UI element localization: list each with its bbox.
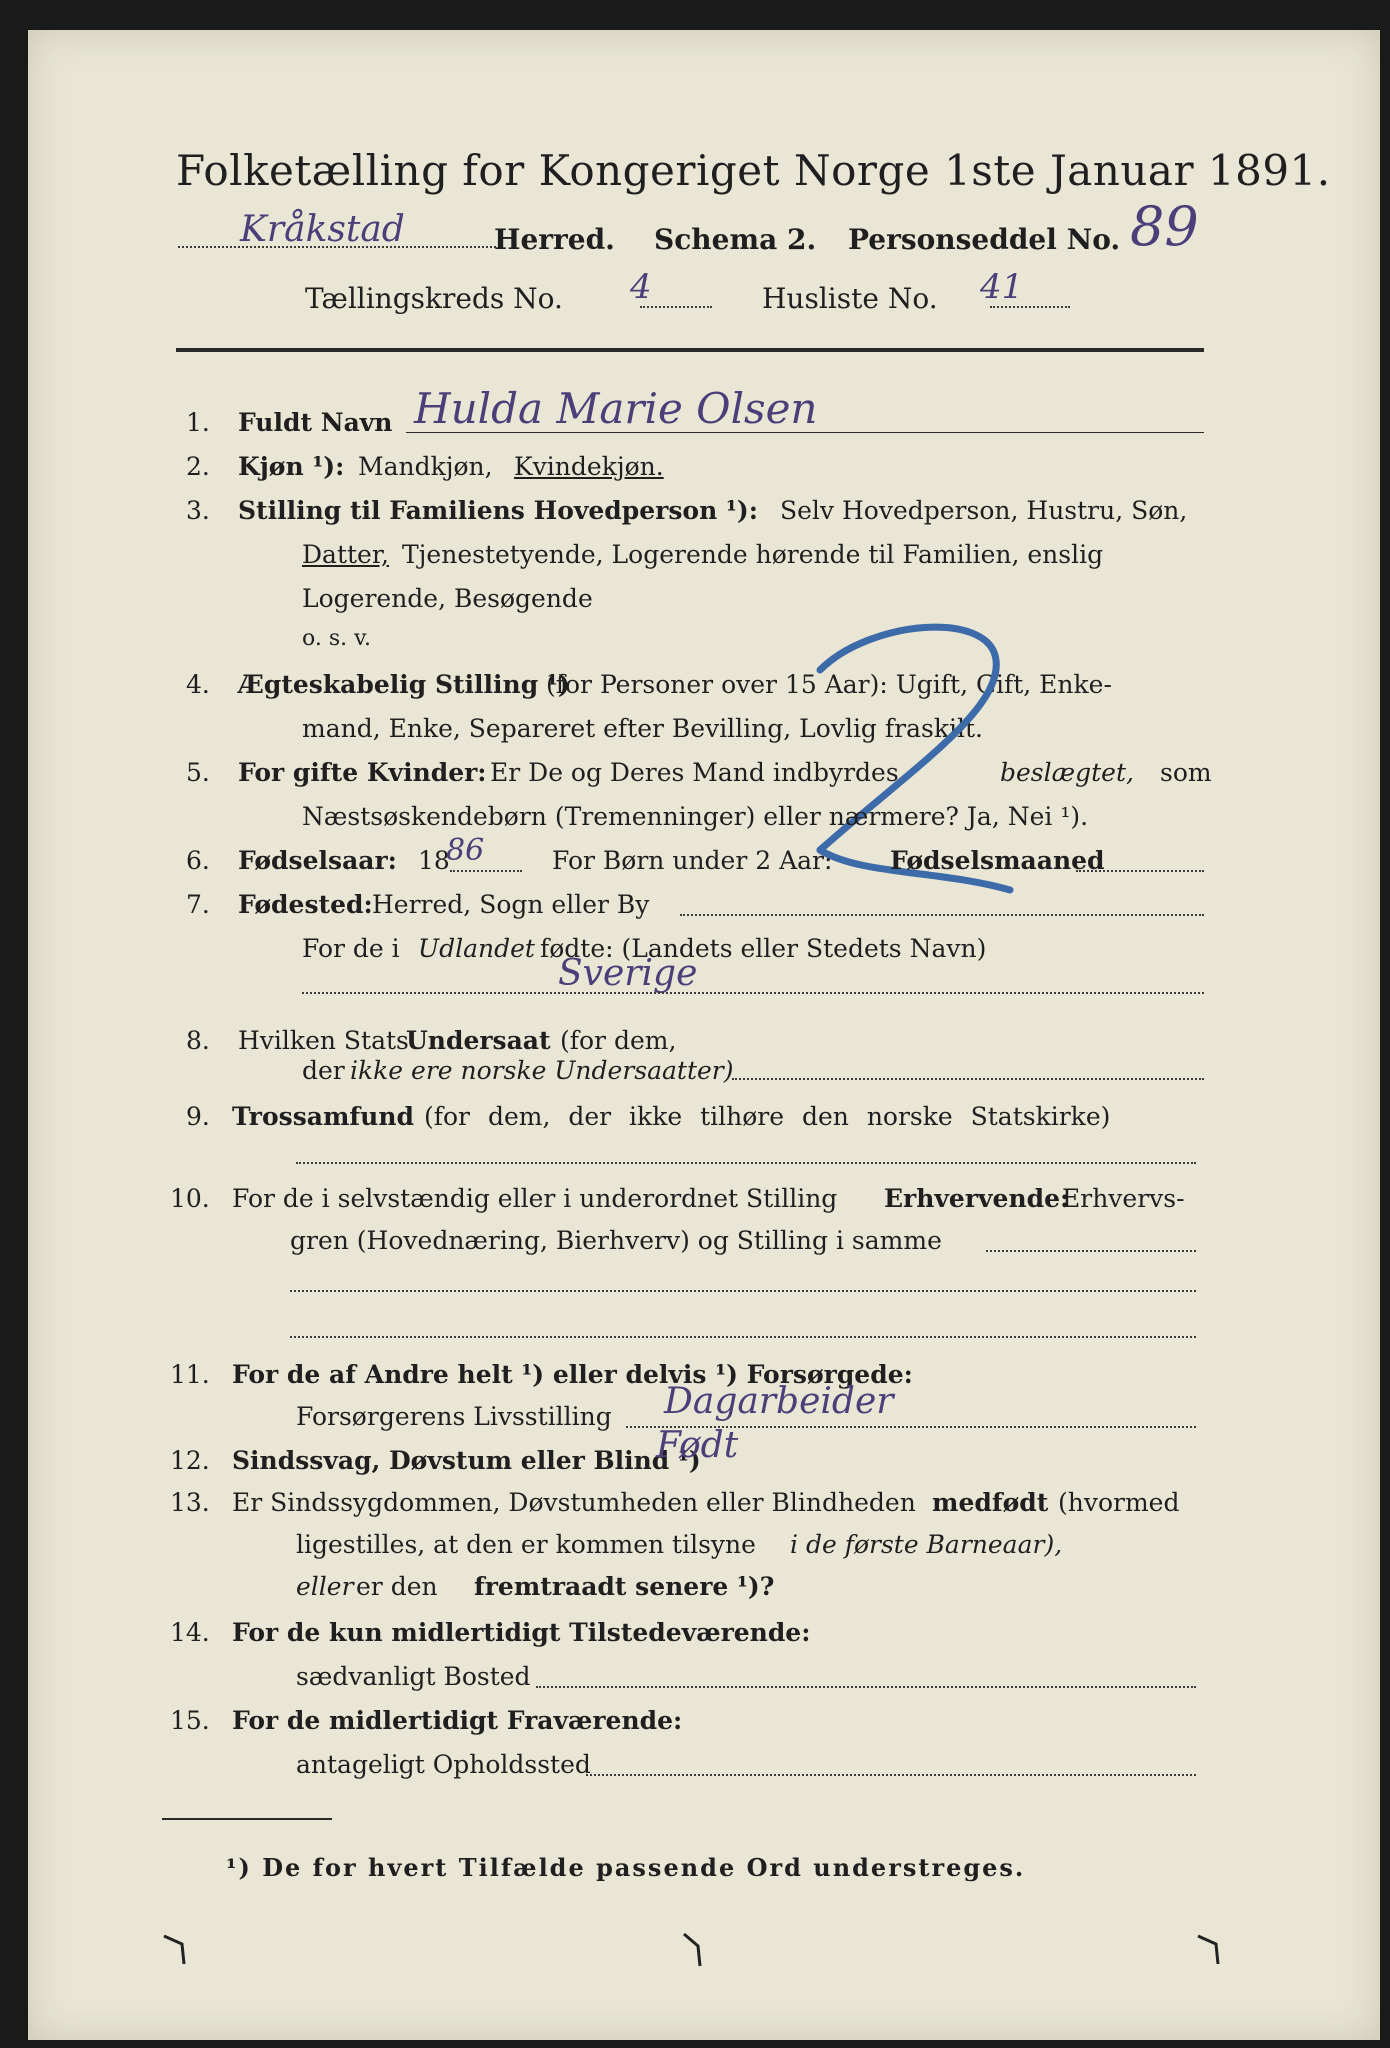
- q5-label: For gifte Kvinder:: [238, 758, 487, 787]
- q15-number: 15.: [170, 1706, 210, 1735]
- q3-line4: o. s. v.: [302, 626, 371, 651]
- q7-line2-b: fødte: (Landets eller Stedets Navn): [540, 934, 987, 963]
- q5-line1-italic: beslægtet,: [1000, 758, 1134, 787]
- footnote: ¹) De for hvert Tilfælde passende Ord understreges.: [226, 1853, 1026, 1882]
- q10-line1-a: For de i selvstændig eller i underordnet Stilling: [232, 1184, 838, 1213]
- q6-label: Fødselsaar:: [238, 846, 397, 875]
- q15-label: For de midlertidigt Fraværende:: [232, 1706, 683, 1735]
- q7-number: 7.: [186, 890, 210, 919]
- q9-label: Trossamfund: [232, 1102, 415, 1131]
- q3-line3: Logerende, Besøgende: [302, 584, 593, 613]
- q8-number: 8.: [186, 1026, 210, 1055]
- q6-year-dots: [450, 870, 522, 872]
- q1-line: [406, 432, 1204, 433]
- q8-label-a: Hvilken Stats: [238, 1026, 409, 1055]
- census-form-sheet: [28, 30, 1380, 2040]
- q10-dots-a: [290, 1290, 1196, 1292]
- q7-line2-a: For de i: [302, 934, 400, 963]
- q8-line2-dots: [732, 1078, 1204, 1080]
- q6-label-b: For Børn under 2 Aar:: [552, 846, 833, 875]
- q11-number: 11.: [170, 1360, 210, 1389]
- q6-number: 6.: [186, 846, 210, 875]
- personseddel-number: 89: [1130, 195, 1199, 258]
- taellingskreds-number: 4: [630, 267, 652, 307]
- q9-value-dots: [296, 1162, 1196, 1164]
- q7-value-dots: [302, 992, 1204, 994]
- q14-line2: sædvanligt Bosted: [296, 1662, 531, 1691]
- q10-line1-b: Erhvervende:: [884, 1184, 1070, 1213]
- q4-label: Ægteskabelig Stilling ¹): [238, 670, 570, 699]
- q1-label: Fuldt Navn: [238, 408, 393, 437]
- q11-label: For de af Andre helt ¹) eller delvis ¹) Forsørgede:: [232, 1360, 913, 1389]
- q11-provider-occupation: Dagarbeider: [664, 1381, 894, 1422]
- q1-number: 1.: [186, 408, 210, 437]
- q8-label-c: (for dem,: [560, 1026, 677, 1055]
- q1-full-name: Hulda Marie Olsen: [414, 384, 818, 433]
- personseddel-label: Personseddel No.: [848, 223, 1121, 256]
- q3-label: Stilling til Familiens Hovedperson ¹):: [238, 496, 758, 525]
- schema-label: Schema 2.: [654, 223, 817, 256]
- q9-line1: (for dem, der ikke tilhøre den norske Statskirke): [424, 1102, 1111, 1131]
- q10-dots-b: [290, 1336, 1196, 1338]
- q7-line1: Herred, Sogn eller By: [372, 890, 650, 919]
- taellingskreds-label: Tællingskreds No.: [305, 282, 563, 315]
- q8-line2-italic: ikke ere norske Undersaatter): [350, 1056, 734, 1085]
- husliste-number: 41: [980, 267, 1024, 307]
- herred-handwritten: Kråkstad: [240, 209, 405, 250]
- footnote-rule: [162, 1818, 332, 1820]
- herred-label: Herred.: [494, 223, 615, 256]
- q13-line2-a: ligestilles, at den er kommen tilsyne: [296, 1530, 756, 1559]
- q8-line2-a: der: [302, 1056, 345, 1085]
- q10-line1-c: Erhvervs-: [1062, 1184, 1185, 1213]
- q14-line2-dots: [536, 1686, 1196, 1688]
- q5-number: 5.: [186, 758, 210, 787]
- q2-option-kvindekjon: Kvindekjøn.: [514, 452, 664, 481]
- husliste-dots: [990, 306, 1070, 308]
- q5-line2: Næstsøskendebørn (Tremenninger) eller nærmere? Ja, Nei ¹).: [302, 802, 1089, 831]
- q5-line1-b: som: [1160, 758, 1212, 787]
- q13-line1-b: medfødt: [932, 1488, 1049, 1517]
- q10-number: 10.: [170, 1184, 210, 1213]
- q10-line2-dots: [986, 1250, 1196, 1252]
- q2-option-mandkjon: Mandkjøn,: [358, 452, 493, 481]
- q3-option-datter: Datter,: [302, 540, 389, 569]
- q12-label: Sindssvag, Døvstum eller Blind ¹): [232, 1446, 701, 1475]
- q6-year-prefix: 18: [418, 846, 450, 875]
- q7-line2-italic: Udlandet: [418, 934, 535, 963]
- q2-number: 2.: [186, 452, 210, 481]
- q13-line3-c: fremtraadt senere ¹)?: [474, 1572, 775, 1601]
- q10-line2: gren (Hovednæring, Bierhverv) og Stilling i samme: [290, 1226, 942, 1255]
- corner-mark-center: [680, 1930, 720, 1970]
- q13-line1-a: Er Sindssygdommen, Døvstumheden eller Blindheden: [232, 1488, 916, 1517]
- q14-label: For de kun midlertidigt Tilstedeværende:: [232, 1618, 811, 1647]
- q13-number: 13.: [170, 1488, 210, 1517]
- q9-number: 9.: [186, 1102, 210, 1131]
- q12-handwritten: Født: [656, 1425, 739, 1466]
- q8-label-b: Undersaat: [406, 1026, 551, 1055]
- q11-line2: Forsørgerens Livsstilling: [296, 1402, 612, 1431]
- q7-birthplace: Sverige: [558, 953, 698, 994]
- q4-line1-options: (for Personer over 15 Aar): Ugift, Gift, Enke-: [546, 670, 1112, 699]
- q6-birth-year: 86: [446, 833, 485, 868]
- q13-line2-italic: i de første Barneaar),: [790, 1530, 1063, 1559]
- corner-mark-right: [1192, 1930, 1232, 1970]
- taellingskreds-dots: [640, 306, 712, 308]
- q3-line2-options: Tjenestetyende, Logerende hørende til Familien, enslig: [402, 540, 1104, 569]
- q14-number: 14.: [170, 1618, 210, 1647]
- q2-label: Kjøn ¹):: [238, 452, 345, 481]
- header-rule: [176, 348, 1204, 352]
- corner-mark-left: [160, 1930, 200, 1970]
- q3-line1-options: Selv Hovedperson, Hustru, Søn,: [780, 496, 1188, 525]
- q6-label-c: Fødselsmaaned: [890, 846, 1105, 875]
- q13-line3-italic: eller: [296, 1572, 354, 1601]
- q13-line3-b: er den: [356, 1572, 438, 1601]
- q15-line2-dots: [586, 1774, 1196, 1776]
- q12-number: 12.: [170, 1446, 210, 1475]
- q7-label: Fødested:: [238, 890, 373, 919]
- q4-number: 4.: [186, 670, 210, 699]
- q5-line1-a: Er De og Deres Mand indbyrdes: [490, 758, 899, 787]
- q15-line2: antageligt Opholdssted: [296, 1750, 591, 1779]
- q3-number: 3.: [186, 496, 210, 525]
- form-title: Folketælling for Kongeriget Norge 1ste Januar 1891.: [176, 146, 1331, 195]
- q6-month-dots: [1076, 870, 1204, 872]
- q13-line1-c: (hvormed: [1058, 1488, 1180, 1517]
- q7-line1-dots: [680, 914, 1204, 916]
- q4-line2-options: mand, Enke, Separeret efter Bevilling, Lovlig fraskilt.: [302, 714, 983, 743]
- husliste-label: Husliste No.: [762, 282, 938, 315]
